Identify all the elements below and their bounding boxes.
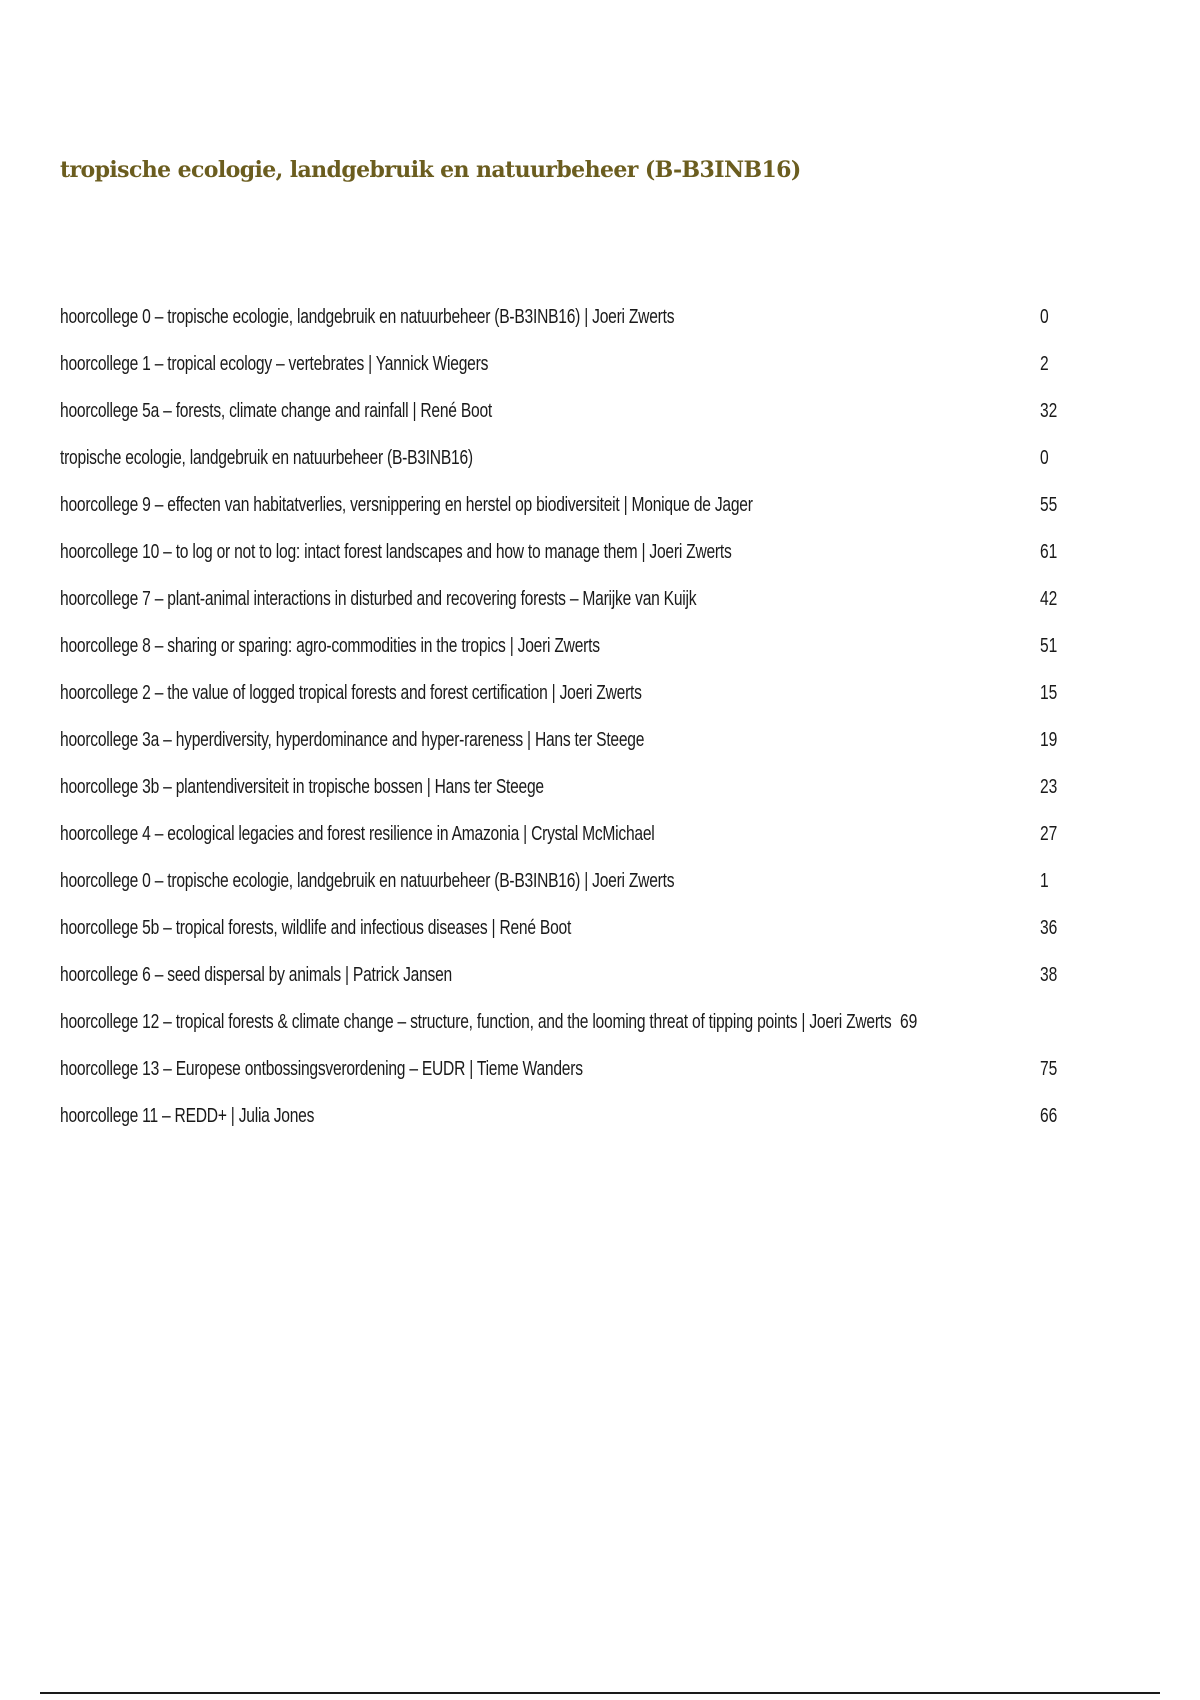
toc-entry[interactable]	[60, 964, 1056, 1011]
toc-entry-page: 69	[900, 1011, 918, 1033]
toc-entry[interactable]	[60, 635, 1056, 682]
toc-entry-title[interactable]: hoorcollege 0 – tropische ecologie, landgebruik en natuurbeheer (B-B3INB16) | Joeri Zwerts	[60, 306, 675, 328]
toc-entry[interactable]	[60, 729, 1056, 776]
toc-entry-title[interactable]: hoorcollege 4 – ecological legacies and forest resilience in Amazonia | Crystal McMichael	[60, 823, 655, 845]
toc-entry-title[interactable]: hoorcollege 5a – forests, climate change and rainfall | René Boot	[60, 400, 492, 422]
toc-entry-page: 15	[1040, 682, 1058, 704]
toc-entry[interactable]	[60, 588, 1056, 635]
toc-entry-title[interactable]: hoorcollege 10 – to log or not to log: intact forest landscapes and how to manage them | Joeri Zwerts	[60, 541, 732, 563]
toc-entry-page: 32	[1040, 400, 1058, 422]
toc-entry-page: 0	[1040, 447, 1049, 469]
toc-entry-page: 23	[1040, 776, 1058, 798]
toc-entry-page: 66	[1040, 1105, 1058, 1127]
toc-entry-page: 2	[1040, 353, 1049, 375]
toc-entry[interactable]	[60, 776, 1056, 823]
page-title: tropische ecologie, landgebruik en natuurbeheer (B-B3INB16)	[60, 157, 801, 183]
toc-entry[interactable]	[60, 400, 1056, 447]
toc-entry-title[interactable]: hoorcollege 1 – tropical ecology – vertebrates | Yannick Wiegers	[60, 353, 489, 375]
toc-entry[interactable]	[60, 1011, 1056, 1058]
toc-entry[interactable]	[60, 870, 1056, 917]
toc-entry[interactable]	[60, 1105, 1056, 1152]
toc-entry-title[interactable]: hoorcollege 5b – tropical forests, wildlife and infectious diseases | René Boot	[60, 917, 572, 939]
toc-entry-title[interactable]: hoorcollege 3b – plantendiversiteit in tropische bossen | Hans ter Steege	[60, 776, 544, 798]
toc-entry[interactable]	[60, 917, 1056, 964]
toc-entry-page: 36	[1040, 917, 1058, 939]
toc-entry[interactable]	[60, 353, 1056, 400]
toc-entry[interactable]	[60, 1058, 1056, 1105]
toc-entry-page: 61	[1040, 541, 1058, 563]
toc-entry-page: 51	[1040, 635, 1058, 657]
toc-entry-page: 38	[1040, 964, 1058, 986]
toc-entry-title[interactable]: hoorcollege 6 – seed dispersal by animals | Patrick Jansen	[60, 964, 452, 986]
toc-entry-title[interactable]: hoorcollege 12 – tropical forests & climate change – structure, function, and the looming threat of tipping points | Joeri Zwerts	[60, 1011, 892, 1033]
toc-entry-page: 75	[1040, 1058, 1058, 1080]
toc-entry-title[interactable]: hoorcollege 8 – sharing or sparing: agro-commodities in the tropics | Joeri Zwerts	[60, 635, 600, 657]
toc-entry[interactable]	[60, 306, 1056, 353]
toc-entry-page: 27	[1040, 823, 1058, 845]
toc-entry-page: 55	[1040, 494, 1058, 516]
footer-divider	[40, 1692, 1160, 1694]
table-of-contents	[60, 306, 1056, 1152]
toc-entry-page: 0	[1040, 306, 1049, 328]
toc-entry-page: 42	[1040, 588, 1058, 610]
toc-entry-title[interactable]: hoorcollege 13 – Europese ontbossingsverordening – EUDR | Tieme Wanders	[60, 1058, 583, 1080]
toc-entry-title[interactable]: hoorcollege 0 – tropische ecologie, landgebruik en natuurbeheer (B-B3INB16) | Joeri Zwerts	[60, 870, 675, 892]
toc-entry-title[interactable]: hoorcollege 11 – REDD+ | Julia Jones	[60, 1105, 315, 1127]
toc-entry-title[interactable]: hoorcollege 7 – plant-animal interactions in disturbed and recovering forests – Marijke van Kuijk	[60, 588, 697, 610]
toc-entry-title[interactable]: hoorcollege 2 – the value of logged tropical forests and forest certification | Joeri Zwerts	[60, 682, 642, 704]
toc-entry[interactable]	[60, 541, 1056, 588]
toc-entry-title[interactable]: hoorcollege 3a – hyperdiversity, hyperdominance and hyper-rareness | Hans ter Steege	[60, 729, 645, 751]
toc-entry[interactable]	[60, 494, 1056, 541]
toc-entry-page: 1	[1040, 870, 1049, 892]
toc-entry[interactable]	[60, 823, 1056, 870]
toc-entry-page: 19	[1040, 729, 1058, 751]
toc-entry-title[interactable]: hoorcollege 9 – effecten van habitatverlies, versnippering en herstel op biodiversiteit | Monique de Jager	[60, 494, 753, 516]
toc-entry-title[interactable]: tropische ecologie, landgebruik en natuurbeheer (B-B3INB16)	[60, 447, 473, 469]
toc-entry[interactable]	[60, 447, 1056, 494]
toc-entry[interactable]	[60, 682, 1056, 729]
